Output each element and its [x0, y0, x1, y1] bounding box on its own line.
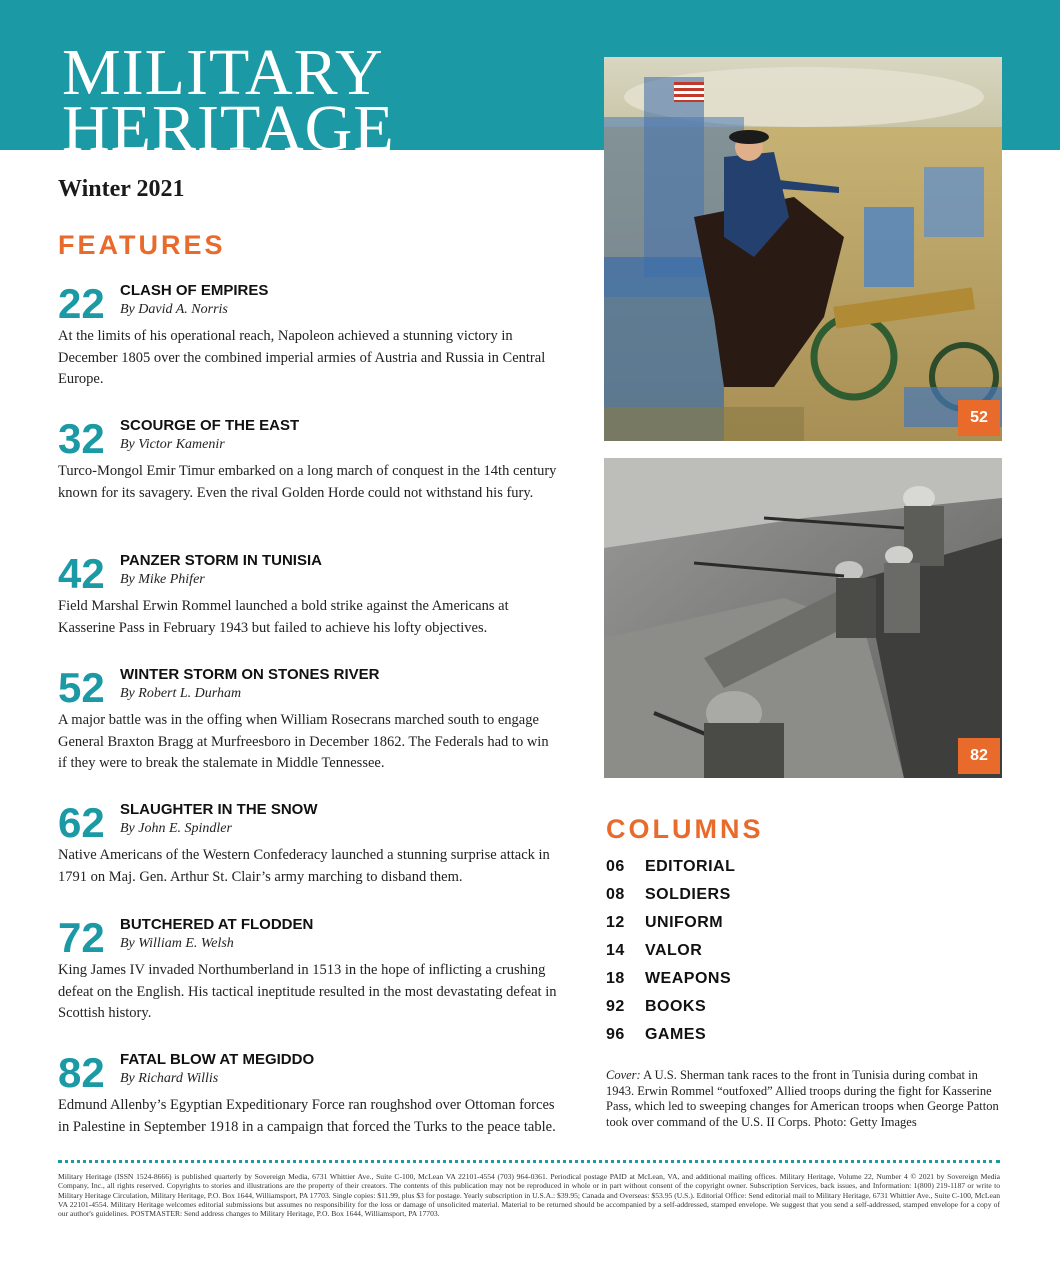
column-item[interactable] [606, 942, 735, 970]
feature-byline: By John E. Spindler [120, 821, 232, 836]
feature-page-number: 22 [58, 280, 105, 327]
trench-photo-image [604, 458, 1002, 778]
columns-heading: COLUMNS [606, 814, 764, 844]
column-item[interactable] [606, 970, 735, 998]
feature-page-number: 62 [58, 799, 105, 846]
feature-description: Native Americans of the Western Confederacy launched a stunning surprise attack in 1791 on Maj. Gen. Arthur St. Clair’s army marching to disband them. [58, 847, 550, 885]
feature-description: Turco-Mongol Emir Timur embarked on a long march of conquest in the 14th century known for its savagery. Even the rival Golden Horde could not withstand his fury. [58, 463, 557, 501]
feature-title[interactable]: BUTCHERED AT FLODDEN [120, 916, 314, 933]
column-label: WEAPONS [644, 970, 732, 987]
column-page-number: 06 [606, 858, 625, 875]
column-page-number: 92 [606, 998, 625, 1015]
feature-byline: By Robert L. Durham [120, 686, 242, 701]
column-page-number: 96 [606, 1026, 625, 1043]
feature-title[interactable]: FATAL BLOW AT MEGIDDO [120, 1051, 315, 1068]
column-item[interactable] [606, 998, 735, 1026]
column-label: VALOR [644, 942, 703, 959]
feature-title[interactable]: SLAUGHTER IN THE SNOW [120, 801, 318, 818]
feature-page-number: 72 [58, 914, 105, 961]
feature-page-number: 32 [58, 415, 105, 462]
footer-divider [58, 1160, 1000, 1163]
issue-date: Winter 2021 [58, 176, 185, 202]
column-item[interactable] [606, 886, 735, 914]
column-item[interactable] [606, 1026, 735, 1054]
column-item[interactable] [606, 914, 735, 942]
feature-byline: By Mike Phifer [120, 572, 205, 587]
feature-description: At the limits of his operational reach, Napoleon achieved a stunning victory in December 1805 over the combined imperial armies of Austria and Russia in Central Europe. [58, 328, 546, 387]
column-label: EDITORIAL [644, 858, 736, 875]
cover-caption [606, 1068, 1006, 1130]
photo-page-badge: 52 [958, 400, 1000, 436]
feature-byline: By David A. Norris [120, 302, 228, 317]
feature-title[interactable]: PANZER STORM IN TUNISIA [120, 552, 322, 569]
feature-description: King James IV invaded Northumberland in 1513 in the hope of inflicting a crushing defeat on the English. His tactical ineptitude resulted in the most devastating defeat in Scottish history. [58, 962, 557, 1021]
battle-painting-art [604, 57, 1002, 441]
feature-byline: By William E. Welsh [120, 936, 234, 951]
feature-title[interactable]: SCOURGE OF THE EAST [120, 417, 300, 434]
feature-page-number: 52 [58, 664, 105, 711]
masthead-logo [62, 36, 395, 165]
columns-list [606, 858, 735, 1054]
publication-fine-print: Military Heritage (ISSN 1524-8666) is published quarterly by Sovereign Media, 6731 Whittier Ave., Suite C-100, McLean VA 22101-4554 (703) 964-0361. Periodical postage PAID at McLean, VA, and additional mailing offices. Military Heritage, Volume 22, Number 4 © 2021 by Sovereign Media Company, Inc., all rights reserved. Copyrights to stories and illustrations are the property of their creators. The contents of this publication may not be reproduced in whole or in part without consent of the copyright owner. Subscription Services, back issues, and Information: 1(800) 219-1187 or write to Military Heritage Circulation, Military Heritage, P.O. Box 1644, Williamsport, PA 17703. Single copies: $11.99, plus $3 for postage. Yearly subscription in U.S.A.: $39.95; Canada and Overseas: $53.95 (U.S.). Editorial Office: Send editorial mail to Military Heritage, 6731 Whittier Ave., Suite C-100, McLean VA 22101-4554. Military Heritage welcomes editorial submissions but assumes no responsibility for the loss or damage of unsolicited material. Material to be returned should be accompanied by a self-addressed, stamped envelope. We suggest that you send a self-addressed, stamped envelope for a copy of our author's guidelines. POSTMASTER: Send address changes to Military Heritage, P.O. Box 1644, Williamsport, PA 17703. [58, 1172, 1000, 1219]
column-label: GAMES [644, 1026, 707, 1043]
trench-photo-art [604, 458, 1002, 778]
feature-description: Edmund Allenby’s Egyptian Expeditionary Force ran roughshod over Ottoman forces in Palestine in September 1918 in a campaign that forced the Turks to the peace table. [58, 1097, 556, 1135]
feature-page-number: 42 [58, 550, 105, 597]
battle-painting-image [604, 57, 1002, 441]
column-label: UNIFORM [644, 914, 724, 931]
masthead-line-2: HERITAGE [62, 92, 395, 165]
features-heading: FEATURES [58, 230, 226, 260]
feature-description: A major battle was in the offing when William Rosecrans marched south to engage General Braxton Bragg at Murfreesboro in December 1862. The Federals had to win if they were to break the stalemate in Middle Tennessee. [58, 712, 549, 771]
feature-description: Field Marshal Erwin Rommel launched a bold strike against the Americans at Kasserine Pass in February 1943 but failed to achieve his lofty objectives. [58, 598, 509, 636]
column-item[interactable] [606, 858, 735, 886]
column-label: BOOKS [644, 998, 707, 1015]
feature-title[interactable]: WINTER STORM ON STONES RIVER [120, 666, 380, 683]
column-page-number: 12 [606, 914, 625, 931]
feature-page-number: 82 [58, 1049, 105, 1096]
column-page-number: 14 [606, 942, 625, 959]
cover-caption-label: Cover: [606, 1068, 641, 1082]
column-page-number: 08 [606, 886, 625, 903]
feature-title[interactable]: CLASH OF EMPIRES [120, 282, 269, 299]
column-page-number: 18 [606, 970, 625, 987]
feature-byline: By Richard Willis [120, 1071, 219, 1086]
feature-byline: By Victor Kamenir [120, 437, 225, 452]
photo-page-badge: 82 [958, 738, 1000, 774]
cover-caption-text: A U.S. Sherman tank races to the front in Tunisia during combat in 1943. Erwin Rommel “outfoxed” Allied troops during the fight for Kasserine Pass, which led to sweeping changes for American troops when George Patton took over command of the U.S. II Corps. Photo: Getty Images [606, 1068, 999, 1129]
column-label: SOLDIERS [644, 886, 731, 903]
masthead-line-1: MILITARY [62, 36, 384, 109]
